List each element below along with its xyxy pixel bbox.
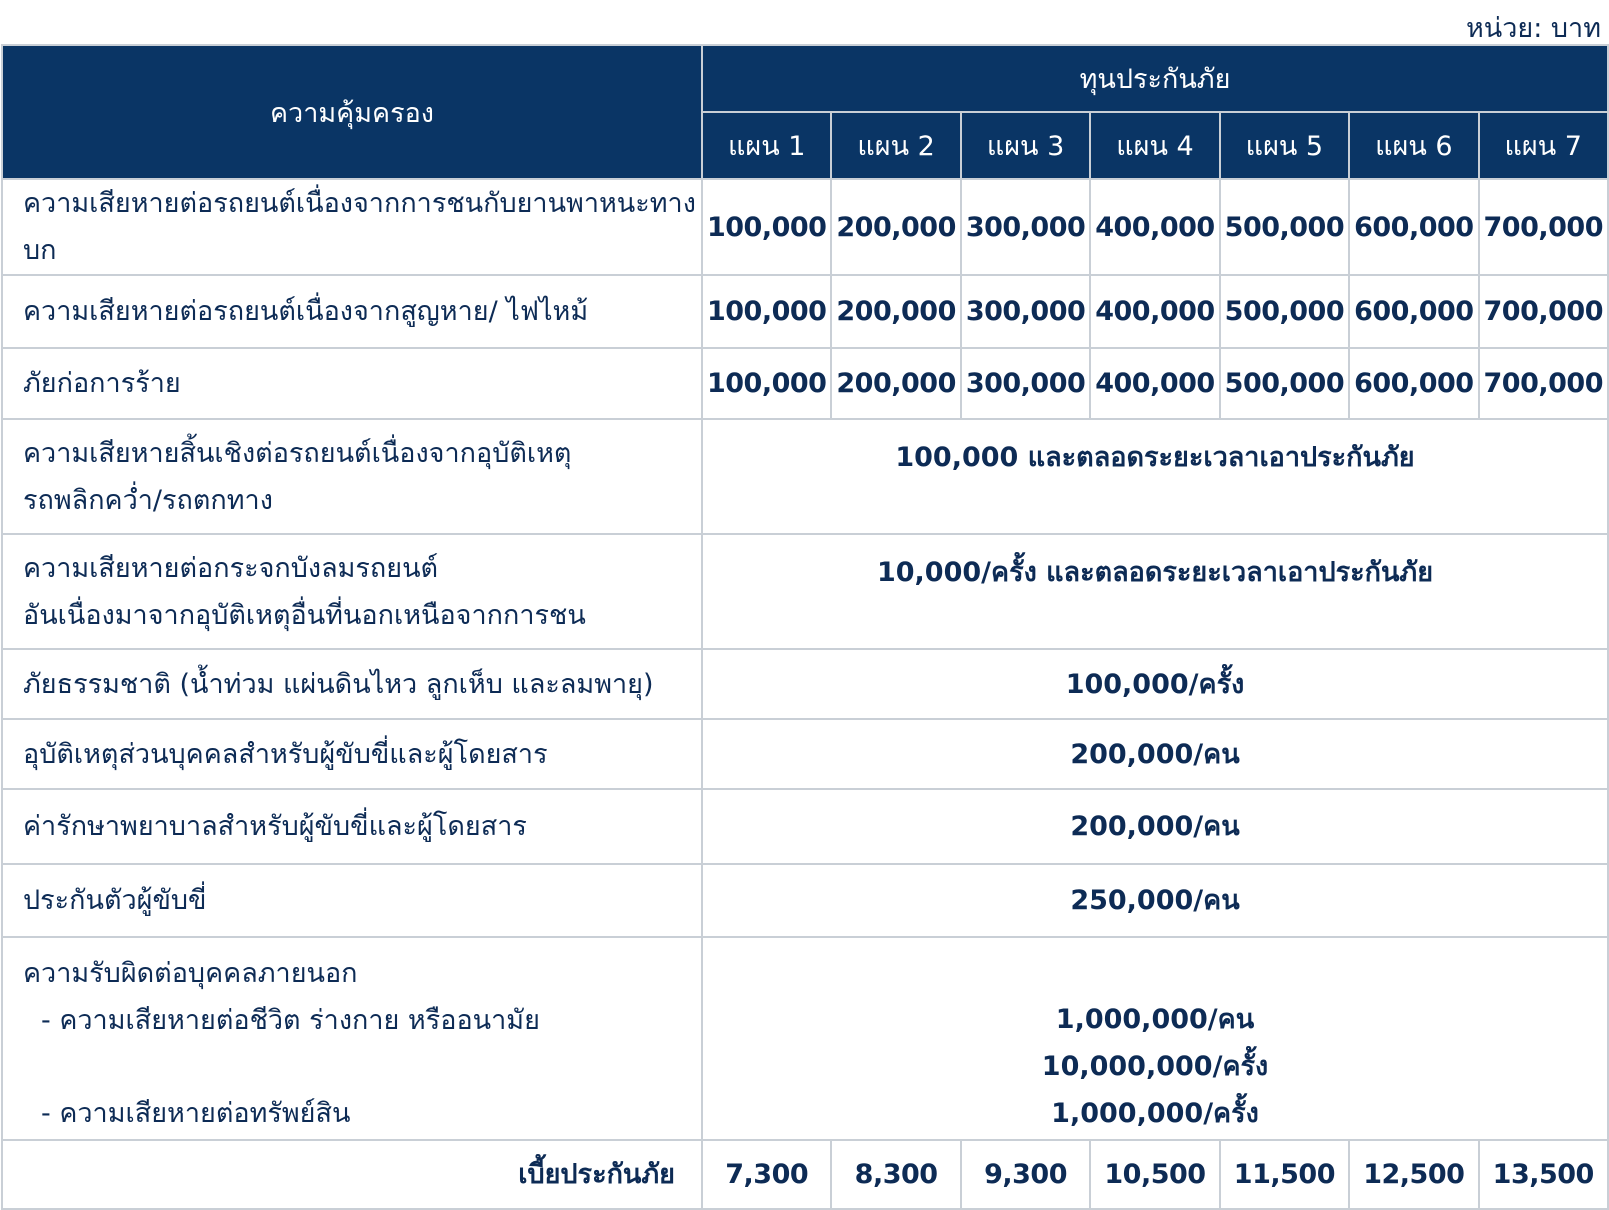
- liability-value-property: 1,000,000/ครั้ง: [1051, 1098, 1259, 1129]
- liability-value-per-person: 1,000,000/คน: [1055, 1004, 1255, 1035]
- row-label-line: อันเนื่องมาจากอุบัติเหตุอื่นที่นอกเหนือจากการชน: [23, 599, 586, 631]
- sum-insured-header: ทุนประกันภัย: [702, 45, 1608, 112]
- table-row: [2, 534, 1608, 649]
- cell-value: 500,000: [1220, 348, 1349, 419]
- row-label-line: รถพลิกคว่ำ/รถตกทาง: [23, 484, 273, 516]
- merged-value: 200,000/คน: [702, 789, 1608, 864]
- row-label: ภัยก่อการร้าย: [2, 348, 702, 419]
- premium-row: [2, 1140, 1608, 1209]
- table-row: [2, 179, 1608, 275]
- liability-values: [702, 937, 1608, 1140]
- spacer: [23, 1044, 701, 1090]
- table-row: [2, 348, 1608, 419]
- cell-value: 300,000: [961, 348, 1090, 419]
- merged-value: 100,000/ครั้ง: [702, 649, 1608, 719]
- merged-value: 250,000/คน: [702, 864, 1608, 937]
- cell-value: 700,000: [1479, 179, 1608, 275]
- liability-sub-life: - ความเสียหายต่อชีวิต ร่างกาย หรืออนามัย: [41, 1005, 540, 1036]
- row-label: ภัยธรรมชาติ (น้ำท่วม แผ่นดินไหว ลูกเห็บ และลมพายุ): [2, 649, 702, 719]
- table-row: [2, 719, 1608, 789]
- cell-value: 100,000: [702, 179, 831, 275]
- premium-value: 12,500: [1349, 1140, 1478, 1209]
- cell-value: 700,000: [1479, 275, 1608, 348]
- cell-value: 300,000: [961, 275, 1090, 348]
- premium-value: 9,300: [961, 1140, 1090, 1209]
- liability-value-per-time: 10,000,000/ครั้ง: [1041, 1051, 1269, 1082]
- row-label: [2, 419, 702, 534]
- premium-value: 11,500: [1220, 1140, 1349, 1209]
- liability-title: ความรับผิดต่อบุคคลภายนอก: [23, 958, 358, 989]
- coverage-table: [1, 44, 1609, 1210]
- row-label: อุบัติเหตุส่วนบุคคลสำหรับผู้ขับขี่และผู้โดยสาร: [2, 719, 702, 789]
- table-row: [2, 864, 1608, 937]
- table-row: [2, 275, 1608, 348]
- merged-value: 10,000/ครั้ง และตลอดระยะเวลาเอาประกันภัย: [702, 534, 1608, 649]
- cell-value: 100,000: [702, 348, 831, 419]
- cell-value: 200,000: [831, 179, 960, 275]
- cell-value: 400,000: [1090, 348, 1219, 419]
- merged-value: 100,000 และตลอดระยะเวลาเอาประกันภัย: [702, 419, 1608, 534]
- premium-value: 13,500: [1479, 1140, 1608, 1209]
- cell-value: 700,000: [1479, 348, 1608, 419]
- table-row: [2, 789, 1608, 864]
- cell-value: 300,000: [961, 179, 1090, 275]
- table-row: [2, 419, 1608, 534]
- premium-value: 7,300: [702, 1140, 831, 1209]
- unit-note: หน่วย: บาท: [1465, 13, 1601, 44]
- cell-value: 600,000: [1349, 348, 1478, 419]
- cell-value: 500,000: [1220, 179, 1349, 275]
- plan-header-2: แผน 2: [831, 112, 960, 179]
- plan-header-6: แผน 6: [1349, 112, 1478, 179]
- header-row-top: [2, 45, 1608, 112]
- plan-header-3: แผน 3: [961, 112, 1090, 179]
- row-label-line: ความเสียหายต่อกระจกบังลมรถยนต์: [23, 552, 439, 584]
- row-label: ความเสียหายต่อรถยนต์เนื่องจากสูญหาย/ ไฟไหม้: [2, 275, 702, 348]
- coverage-header: ความคุ้มครอง: [2, 45, 702, 179]
- premium-label: เบี้ยประกันภัย: [2, 1140, 702, 1209]
- row-label: ค่ารักษาพยาบาลสำหรับผู้ขับขี่และผู้โดยสาร: [2, 789, 702, 864]
- plan-header-7: แผน 7: [1479, 112, 1608, 179]
- cell-value: 600,000: [1349, 179, 1478, 275]
- merged-value: 200,000/คน: [702, 719, 1608, 789]
- premium-value: 8,300: [831, 1140, 960, 1209]
- row-label: [2, 534, 702, 649]
- cell-value: 200,000: [831, 348, 960, 419]
- cell-value: 600,000: [1349, 275, 1478, 348]
- cell-value: 400,000: [1090, 179, 1219, 275]
- plan-header-4: แผน 4: [1090, 112, 1219, 179]
- cell-value: 500,000: [1220, 275, 1349, 348]
- row-label: [2, 937, 702, 1140]
- cell-value: 200,000: [831, 275, 960, 348]
- table-row: [2, 649, 1608, 719]
- row-label: ความเสียหายต่อรถยนต์เนื่องจากการชนกับยานพาหนะทางบก: [2, 179, 702, 275]
- cell-value: 100,000: [702, 275, 831, 348]
- row-label-line: ความเสียหายสิ้นเชิงต่อรถยนต์เนื่องจากอุบัติเหตุ: [23, 437, 572, 469]
- liability-sub-property: - ความเสียหายต่อทรัพย์สิน: [41, 1098, 351, 1129]
- table-row-liability: [2, 937, 1608, 1140]
- cell-value: 400,000: [1090, 275, 1219, 348]
- premium-value: 10,500: [1090, 1140, 1219, 1209]
- plan-header-1: แผน 1: [702, 112, 831, 179]
- row-label: ประกันตัวผู้ขับขี่: [2, 864, 702, 937]
- plan-header-5: แผน 5: [1220, 112, 1349, 179]
